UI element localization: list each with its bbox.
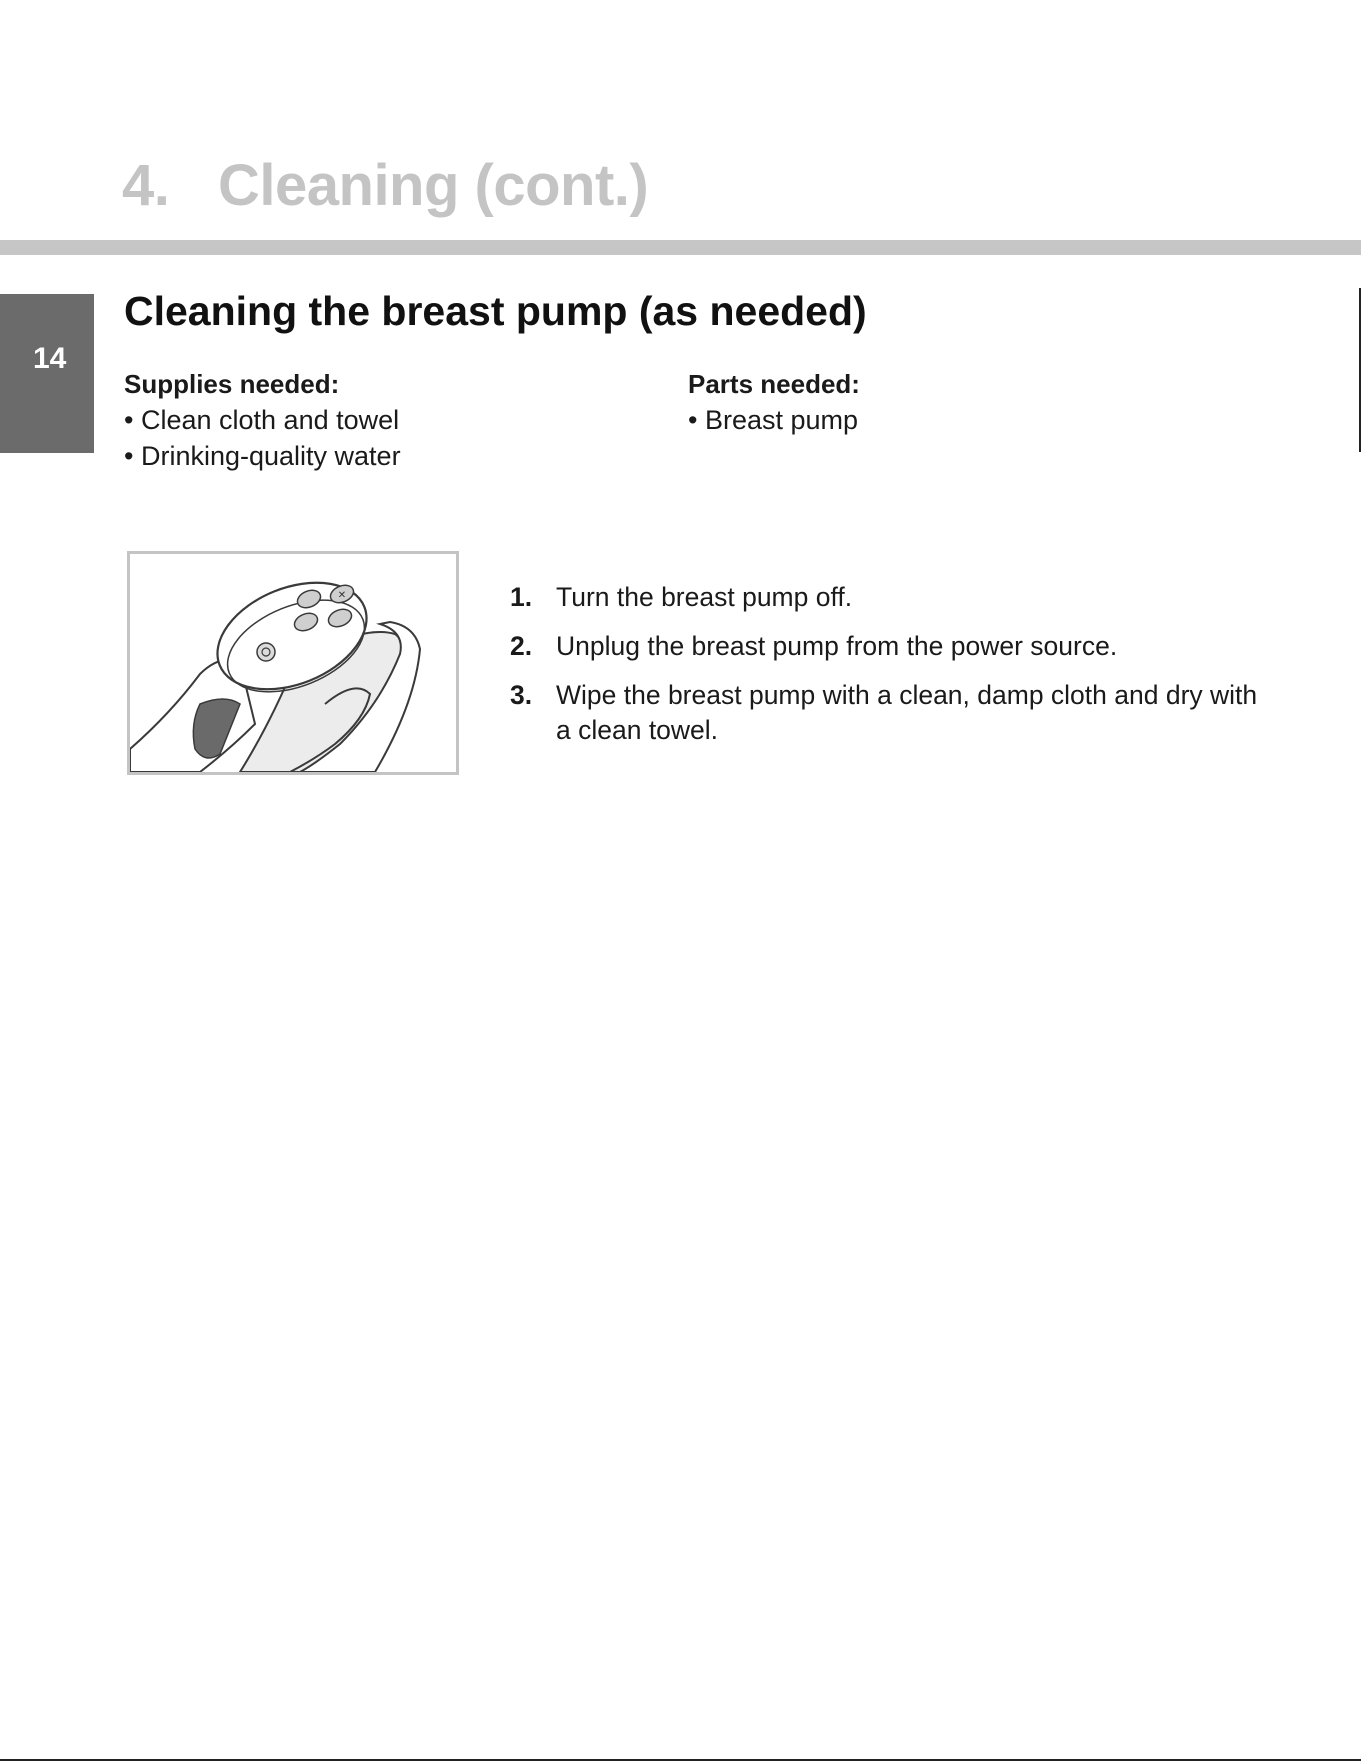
subsection-title: Cleaning the breast pump (as needed) (124, 288, 867, 334)
pump-wipe-illustration (127, 551, 459, 775)
parts-list (688, 366, 860, 438)
section-number: 4. (122, 153, 170, 218)
parts-heading: Parts needed: (688, 369, 860, 399)
step-number: 2. (510, 631, 533, 661)
parts-item: • Breast pump (688, 402, 860, 438)
step-item (510, 678, 1270, 748)
supplies-heading: Supplies needed: (124, 369, 340, 399)
supplies-item: • Drinking-quality water (124, 438, 401, 474)
supplies-list (124, 366, 401, 474)
instruction-steps (510, 580, 1270, 762)
step-text: Wipe the breast pump with a clean, damp cloth and dry with a clean towel. (556, 680, 1258, 745)
step-item (510, 580, 1270, 615)
supplies-item: • Clean cloth and towel (124, 402, 401, 438)
pump-wipe-illustration-icon (130, 554, 456, 772)
page-number: 14 (33, 342, 67, 375)
header-rule (0, 240, 1361, 255)
svg-text:✕: ✕ (337, 590, 347, 601)
step-number: 1. (510, 582, 533, 612)
step-item (510, 629, 1270, 664)
step-text: Unplug the breast pump from the power source. (556, 631, 1118, 661)
section-title-text: Cleaning (cont.) (218, 153, 649, 218)
step-number: 3. (510, 680, 533, 710)
page-number-tab (0, 294, 94, 453)
section-title (122, 152, 648, 219)
step-text: Turn the breast pump off. (556, 582, 853, 612)
